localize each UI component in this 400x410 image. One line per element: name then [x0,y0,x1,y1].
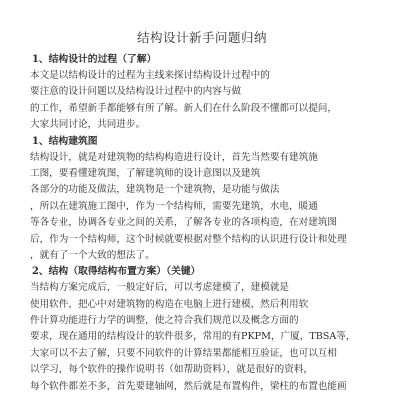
text-line: 结构设计，就是对建筑物的结构构造进行设计，首先当然要有建筑施 [30,151,318,163]
text-line: 等各专业，协调各专业之间的关系，了解各专业的各项构造，在对建筑图 [30,217,337,229]
section-heading: 1、结构设计的过程（了解） [32,54,157,65]
text-line: 工图，要看懂建筑图，了解建筑师的设计意图以及建筑 [30,167,261,179]
document-title: 结构设计新手问题归纳 [136,30,267,45]
text-line: 件计算功能进行力学的调整，使之符合我们规范以及概念方面的 [30,315,299,327]
paragraph [30,280,374,395]
text-line: 后，作为一个结构师，这个时候就要根据对整个结构的认识进行设计和处理 [30,233,347,245]
section-heading: 2、结构（取得结构布置方案）（关键） [32,266,201,278]
paragraph [30,68,374,134]
text-line: 每个软件都差不多，首先要建轴网，然后就是布置构件，梁柱的布置也能画 [30,380,347,392]
text-line: 当结构方案完成后，一般定好后，可以考虑建模了，建模就是 [30,282,290,294]
section-heading: 1、结构建筑图 [32,135,98,147]
paragraph [30,150,374,265]
text-line: ，所以在建筑施工图中，作为一个结构师，需要先建筑，水电，暖通 [30,200,318,212]
section-architecture-drawings [30,134,374,265]
text-line: 大家可以不去了解，只要不同软件的计算结果都能相互验证，也可以互相 [30,347,337,359]
text-line: 要求，现在通用的结构设计的软件很多，常用的有PKPM，广厦，TBSA等， [30,331,356,343]
text-line: 本文是以结构设计的过程为主线来探讨结构设计过程中的 [30,70,270,81]
text-line: 使用软件，把心中对建筑物的构造在电脑上进行建模，然后利用软 [30,298,309,310]
section-process [30,52,374,134]
text-line: 要注意的设计问题以及结构设计过程中的内容与做 [30,86,242,98]
text-line: 各部分的功能及做法，建筑物是一个建筑物，是功能与做法 [30,184,280,196]
text-line: 的工作，希望新手都能够有所了解。新人们在什么阶段不懂都可以提问， [30,102,337,114]
text-line: 以学习，每个软件的操作说明书（如帮助资料），就是很好的资料， [30,364,314,376]
text-line: 大家共同讨论，共同进步。 [30,119,146,131]
section-structural-layout [30,264,374,395]
text-line: ，就有了一个大致的想法了。 [30,249,155,261]
